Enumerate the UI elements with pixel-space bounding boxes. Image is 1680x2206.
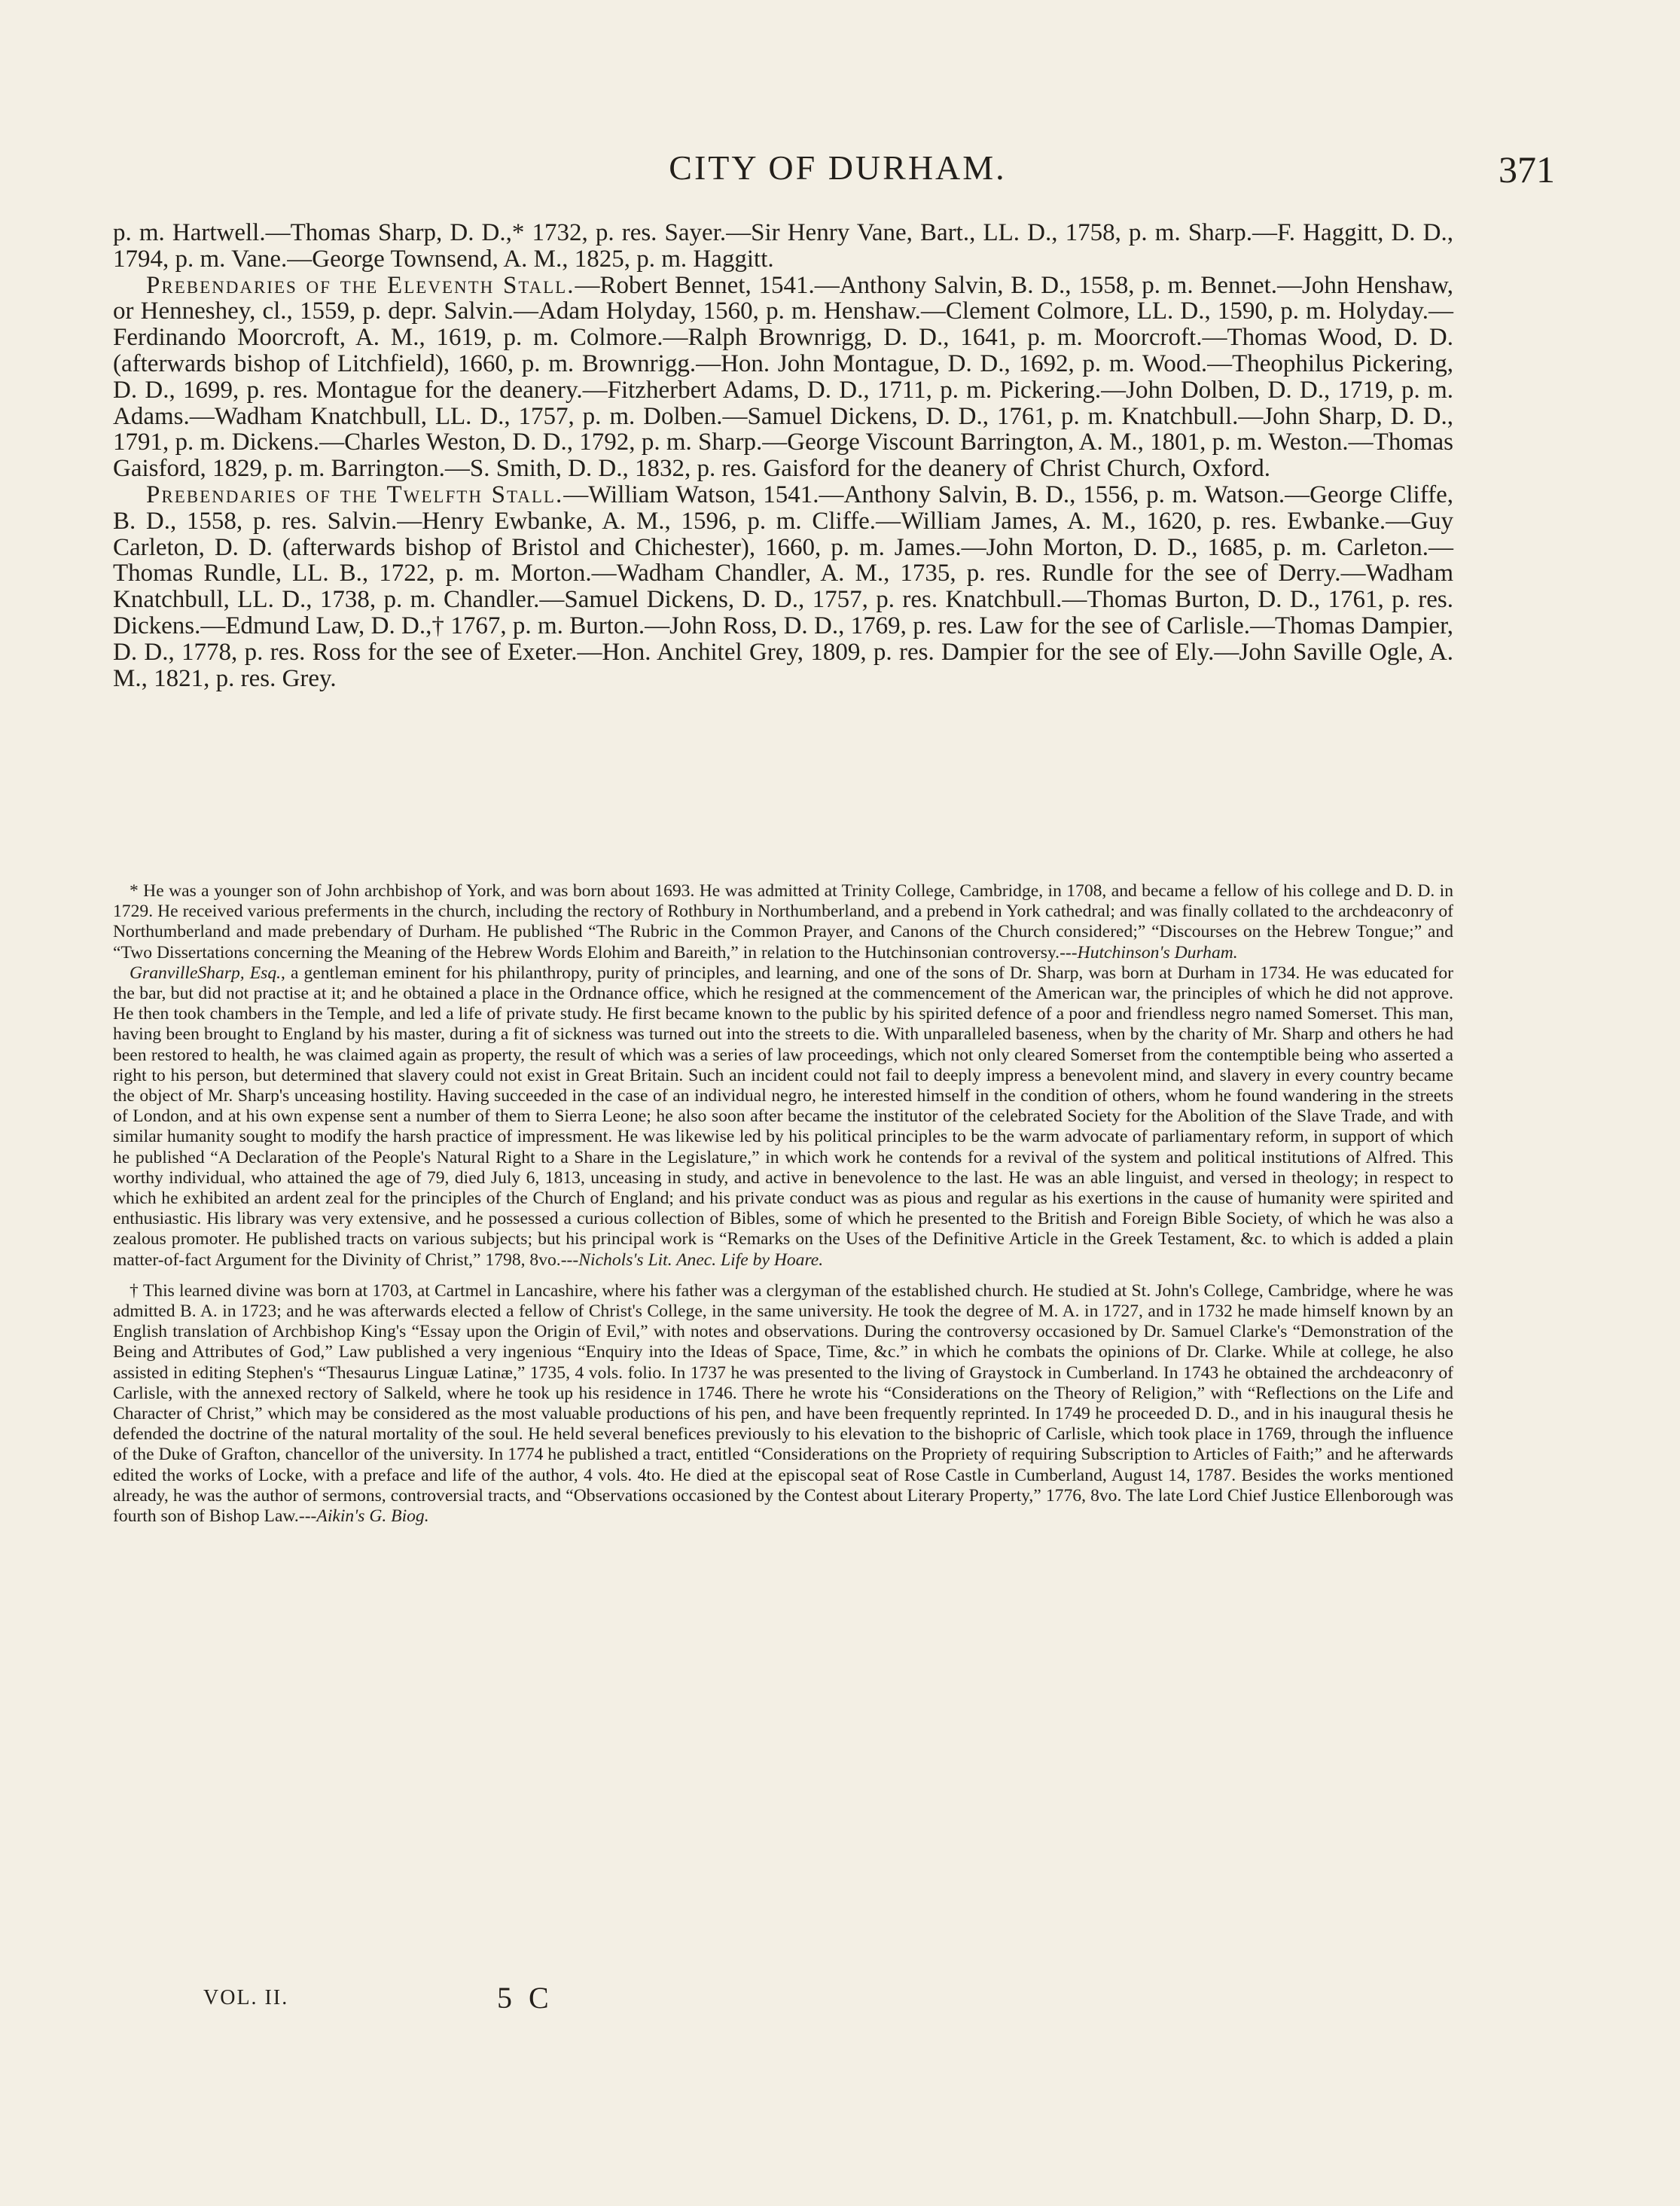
page-title: CITY OF DURHAM. (669, 148, 1007, 187)
footnotes (113, 881, 1453, 1527)
section-heading-eleventh-stall: Prebendaries of the Eleventh Stall. (146, 271, 575, 299)
footnote-text: , a gentleman eminent for his philanthropy, purity of principles, and learning, and one of the sons of Dr. Sharp, was born at Durham in 1734. He was educated for the bar, but did not practise at it; and he obtained a place in the Ordnance office, which he resigned at the commencement of the American war, the principles of which he did not approve. He then took chambers in the Temple, and led a life of private study. He first became known to the public by his spirited defence of a poor and friendless negro named Somerset. This man, having been brought to England by his master, during a fit of sickness was turned out into the streets to die. With unparalleled baseness, when by the charity of Mr. Sharp and others he had been restored to health, he was claimed again as property, the result of which was a series of law proceedings, which not only cleared Somerset from the contemptible being who asserted a right to his person, but determined that slavery could not exist in Great Britain. Such an incident could not fail to deeply impress a benevolent mind, and slavery in every country became the object of Mr. Sharp's unceasing hostility. Having succeeded in the case of an individual negro, he interested himself in the condition of others, whom he found wandering in the streets of London, and at his own expense sent a number of them to Sierra Leone; he also soon after became the institutor of the celebrated Society for the Abolition of the Slave Trade, and with similar humanity sought to modify the harsh practice of impressment. He was likewise led by his political principles to be the warm advocate of parliamentary reform, in support of which he published “A Declaration of the People's Natural Right to a Share in the Legislature,” in which work he contends for a revival of the system and political institutions of Alfred. This worthy individual, who attained the age of 79, died July 6, 1813, unceasing in study, and active in benevolence to the last. He was an able linguist, and versed in theology; in respect to which he exhibited an ardent zeal for the principles of the Church of England; and his private conduct was as pious and regular as his exertions in the cause of humanity were spirited and enthusiastic. His library was very extensive, and he possessed a curious collection of Bibles, some of which he presented to the British and Foreign Bible Society, of which he was also a zealous promoter. He published tracts on various subjects; but his principal work is “Remarks on the Uses of the Definitive Article in the Greek Testament, &c. to which is added a plain matter-of-fact Argument for the Divinity of Christ,” 1798, 8vo.--- (113, 963, 1453, 1270)
paragraph-eleventh-stall (113, 273, 1453, 482)
paragraph-continuation: p. m. Hartwell.—Thomas Sharp, D. D.,* 1732, p. res. Sayer.—Sir Henry Vane, Bart., LL. D., 1758, p. m. Sharp.—F. Haggitt, D. D., 1794, p. m. Vane.—George Townsend, A. M., 1825, p. m. Haggitt. (113, 219, 1453, 273)
footnote-source: Aikin's G. Biog. (316, 1506, 429, 1527)
footnote-source: Nichols's Lit. Anec. Life by Hoare. (578, 1249, 824, 1270)
footnote-granville-sharp (113, 963, 1453, 1271)
section-heading-twelfth-stall: Prebendaries of the Twelfth Stall. (146, 481, 564, 508)
footnote-text: * He was a younger son of John archbishop of York, and was born about 1693. He was admitted at Trinity College, Cambridge, in 1708, and became a fellow of his college and D. D. in 1729. He received various preferments in the church, including the rectory of Rothbury in Northumberland, and a prebend in York cathedral; and was finally collated to the archdeaconry of Northumberland and made prebendary of Durham. He published “The Rubric in the Common Prayer, and Canons of the Church considered;” “Discourses on the Hebrew Tongue;” and “Two Dissertations concerning the Meaning of the Hebrew Words Elohim and Bareith,” in relation to the Hutchinsonian controversy.--- (113, 881, 1453, 963)
main-text (113, 220, 1453, 691)
footnote-thomas-sharp (113, 881, 1453, 963)
running-head (113, 142, 1563, 194)
page-footer (203, 1979, 730, 2024)
twelfth-stall-text: —William Watson, 1541.—Anthony Salvin, B. D., 1556, p. m. Watson.—George Cliffe, B. D., 1558, p. res. Salvin.—Henry Ewbanke, A. M., 1596, p. m. Cliffe.—William James, A. M., 1620, p. res. Ewbanke.—Guy Carleton, D. D. (afterwards bishop of Bristol and Chichester), 1660, p. m. James.—John Morton, D. D., 1685, p. m. Carleton.—Thomas Rundle, LL. B., 1722, p. m. Morton.—Wadham Chandler, A. M., 1735, p. res. Rundle for the see of Derry.—Wadham Knatchbull, LL. D., 1738, p. m. Chandler.—Samuel Dickens, D. D., 1757, p. res. Knatchbull.—Thomas Burton, D. D., 1761, p. res. Dickens.—Edmund Law, D. D.,† 1767, p. m. Burton.—John Ross, D. D., 1769, p. res. Law for the see of Carlisle.—Thomas Dampier, D. D., 1778, p. res. Ross for the see of Exeter.—Hon. Anchitel Grey, 1809, p. res. Dampier for the see of Ely.—John Saville Ogle, A. M., 1821, p. res. Grey. (113, 481, 1453, 692)
volume-label: VOL. II. (203, 1986, 289, 2009)
footnote-source: Hutchinson's Durham. (1077, 942, 1238, 963)
footnote-text: † This learned divine was born at 1703, at Cartmel in Lancashire, where his father was a clergyman of the established church. He studied at St. John's College, Cambridge, where he was admitted B. A. in 1723; and he was afterwards elected a fellow of Christ's College, in the same university. He took the degree of M. A. in 1727, and in 1732 he made himself known by an English translation of Archbishop King's “Essay upon the Origin of Evil,” with notes and observations. During the controversy occasioned by Dr. Samuel Clarke's “Demonstration of the Being and Attributes of God,” Law published a very ingenious “Enquiry into the Ideas of Space, Time, &c.” in which he combats the opinions of Dr. Clarke. While at college, he also assisted in editing Stephen's “Thesaurus Linguæ Latinæ,” 1735, 4 vols. folio. In 1737 he was presented to the living of Graystock in Cumberland. In 1743 he obtained the archdeaconry of Carlisle, with the annexed rectory of Salkeld, where he took up his residence in 1746. There he wrote his “Considerations on the Theory of Religion,” with “Reflections on the Life and Character of Christ,” which may be considered as the most valuable productions of his pen, and have been frequently reprinted. In 1749 he proceeded D. D., and in his inaugural thesis he defended the doctrine of the natural mortality of the soul. He held several benefices previously to his elevation to the bishopric of Carlisle, which took place in 1769, through the influence of the Duke of Grafton, chancellor of the university. In 1774 he published a tract, entitled “Considerations on the Propriety of requiring Subscription to Articles of Faith;” and he afterwards edited the works of Locke, with a preface and life of the author, 4 vols. 4to. He died at the episcopal seat of Rose Castle in Cumberland, August 14, 1787. Besides the works mentioned already, he was the author of sermons, controversial tracts, and “Observations occasioned by the Contest about Literary Property,” 1776, 8vo. The late Lord Chief Justice Ellenborough was fourth son of Bishop Law.--- (113, 1280, 1453, 1527)
signature-mark: 5 C (497, 1981, 553, 2015)
footnote-subject-name: GranvilleSharp, Esq. (130, 963, 282, 983)
page-number: 371 (1499, 148, 1555, 191)
footnote-edmund-law (113, 1281, 1453, 1527)
eleventh-stall-text: —Robert Bennet, 1541.—Anthony Salvin, B. D., 1558, p. m. Bennet.—John Henshaw, or Henneshey, cl., 1559, p. depr. Salvin.—Adam Holyday, 1560, p. m. Henshaw.—Clement Colmore, LL. D., 1590, p. m. Holyday.—Ferdinando Moorcroft, A. M., 1619, p. m. Colmore.—Ralph Brownrigg, D. D., 1641, p. m. Moorcroft.—Thomas Wood, D. D. (afterwards bishop of Litchfield), 1660, p. m. Brownrigg.—Hon. John Montague, D. D., 1692, p. m. Wood.—Theophilus Pickering, D. D., 1699, p. res. Montague for the deanery.—Fitzherbert Adams, D. D., 1711, p. m. Pickering.—John Dolben, D. D., 1719, p. m. Adams.—Wadham Knatchbull, LL. D., 1757, p. m. Dolben.—Samuel Dickens, D. D., 1761, p. m. Knatchbull.—John Sharp, D. D., 1791, p. m. Dickens.—Charles Weston, D. D., 1792, p. m. Sharp.—George Viscount Barrington, A. M., 1801, p. m. Weston.—Thomas Gaisford, 1829, p. m. Barrington.—S. Smith, D. D., 1832, p. res. Gaisford for the deanery of Christ Church, Oxford. (113, 271, 1453, 483)
paragraph-twelfth-stall (113, 482, 1453, 691)
